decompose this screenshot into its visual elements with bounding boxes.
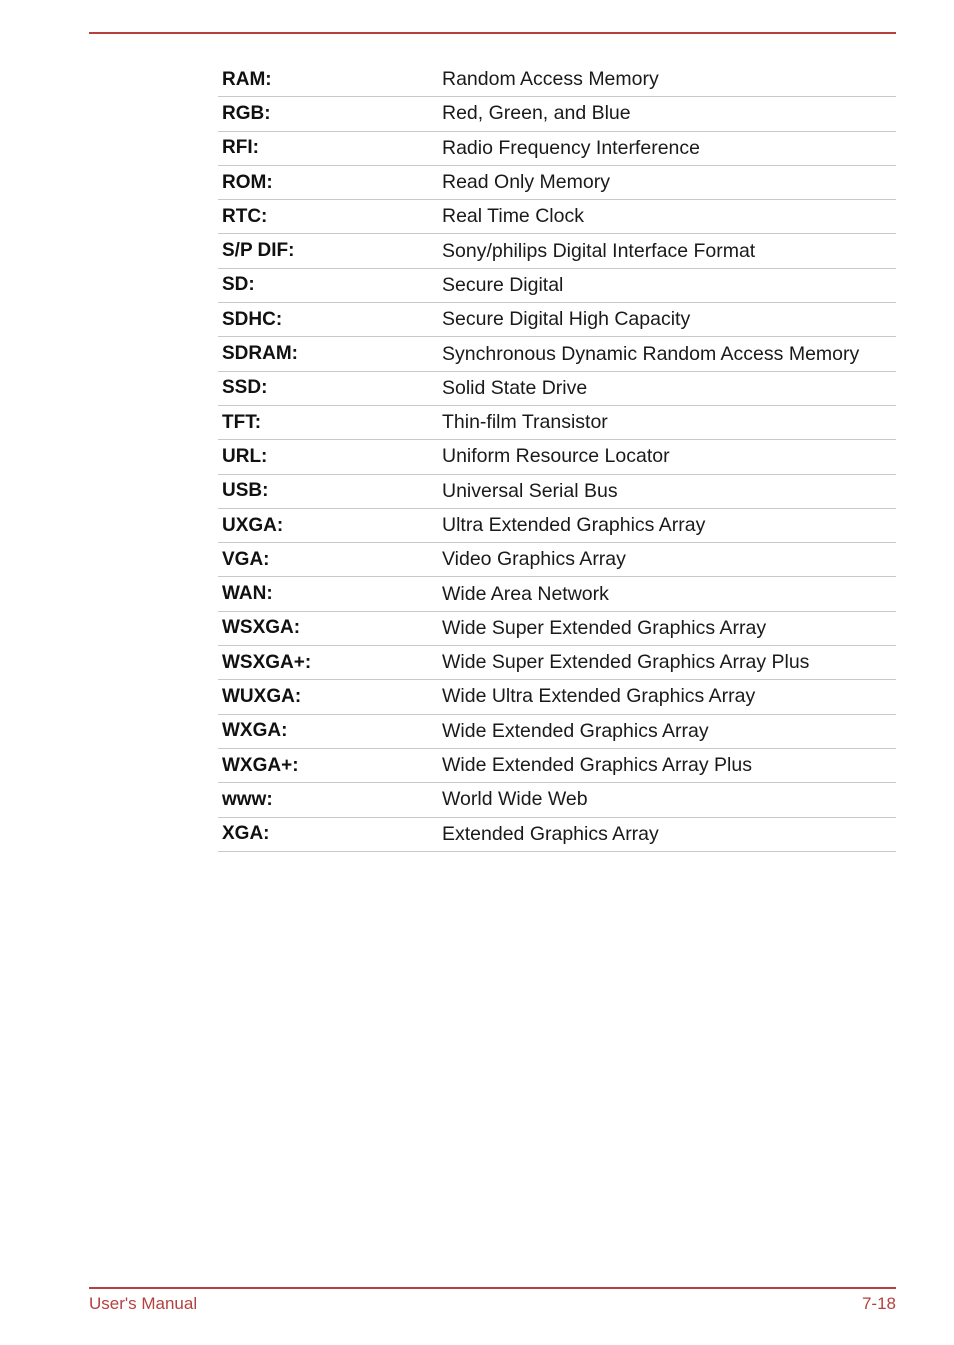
- term-cell: RTC:: [222, 205, 268, 227]
- term-cell: www:: [222, 788, 273, 810]
- definition-cell: Extended Graphics Array: [442, 822, 659, 845]
- definition-cell: Read Only Memory: [442, 171, 610, 194]
- footer-page-number: 7-18: [861, 1294, 896, 1313]
- term-cell: URL:: [222, 445, 268, 467]
- table-row: [218, 132, 896, 166]
- table-row: [218, 509, 896, 543]
- term-cell: SSD:: [222, 377, 268, 399]
- term-cell: WSXGA:: [222, 617, 301, 639]
- term-cell: WSXGA+:: [222, 651, 312, 673]
- table-row: [218, 97, 896, 131]
- table-row: [218, 783, 896, 817]
- definition-cell: Synchronous Dynamic Random Access Memory: [442, 342, 860, 365]
- definition-cell: Sony/philips Digital Interface Format: [442, 239, 756, 262]
- definition-cell: Secure Digital: [442, 273, 564, 296]
- table-row: [218, 577, 896, 611]
- table-row: [218, 440, 896, 474]
- table-row: [218, 63, 896, 97]
- term-cell: UXGA:: [222, 514, 284, 536]
- table-row: [218, 818, 896, 852]
- table-row: [218, 406, 896, 440]
- table-row: [218, 543, 896, 577]
- definition-cell: Radio Frequency Interference: [442, 136, 700, 159]
- table-row: [218, 680, 896, 714]
- table-row: [218, 475, 896, 509]
- definition-cell: Uniform Resource Locator: [442, 445, 670, 468]
- term-cell: WAN:: [222, 583, 273, 605]
- table-row: [218, 269, 896, 303]
- term-cell: S/P DIF:: [222, 240, 295, 262]
- definition-cell: Solid State Drive: [442, 376, 588, 399]
- term-cell: WXGA+:: [222, 754, 299, 776]
- definition-cell: Random Access Memory: [442, 68, 659, 91]
- table-row: [218, 166, 896, 200]
- definition-cell: Wide Area Network: [442, 582, 609, 605]
- table-row: [218, 337, 896, 371]
- definition-cell: Wide Super Extended Graphics Array: [442, 616, 767, 639]
- definition-cell: Video Graphics Array: [442, 548, 626, 571]
- term-cell: WUXGA:: [222, 685, 302, 707]
- definition-cell: Wide Ultra Extended Graphics Array: [442, 685, 756, 708]
- term-cell: XGA:: [222, 823, 270, 845]
- term-cell: RFI:: [222, 137, 259, 159]
- table-row: [218, 646, 896, 680]
- table-row: [218, 303, 896, 337]
- header-rule: [89, 32, 896, 34]
- definition-cell: Wide Super Extended Graphics Array Plus: [442, 651, 810, 674]
- term-cell: RGB:: [222, 102, 271, 124]
- term-cell: SDHC:: [222, 308, 283, 330]
- table-row: [218, 234, 896, 268]
- table-row: [218, 715, 896, 749]
- term-cell: WXGA:: [222, 720, 288, 742]
- table-row: [218, 372, 896, 406]
- term-cell: TFT:: [222, 411, 262, 433]
- term-cell: SD:: [222, 274, 255, 296]
- term-cell: RAM:: [222, 68, 272, 90]
- glossary-table: [218, 63, 896, 852]
- definition-cell: Universal Serial Bus: [442, 479, 618, 502]
- definition-cell: Wide Extended Graphics Array Plus: [442, 754, 752, 777]
- term-cell: ROM:: [222, 171, 273, 193]
- table-row: [218, 200, 896, 234]
- footer-rule: [89, 1287, 896, 1289]
- term-cell: USB:: [222, 480, 269, 502]
- definition-cell: World Wide Web: [442, 788, 588, 811]
- table-row: [218, 749, 896, 783]
- definition-cell: Red, Green, and Blue: [442, 102, 631, 125]
- definition-cell: Secure Digital High Capacity: [442, 308, 691, 331]
- term-cell: SDRAM:: [222, 343, 298, 365]
- definition-cell: Real Time Clock: [442, 205, 584, 228]
- term-cell: VGA:: [222, 548, 270, 570]
- footer-manual-title: User's Manual: [89, 1294, 198, 1313]
- definition-cell: Wide Extended Graphics Array: [442, 719, 709, 742]
- definition-cell: Ultra Extended Graphics Array: [442, 514, 706, 536]
- table-row: [218, 612, 896, 646]
- definition-cell: Thin-film Transistor: [442, 411, 608, 434]
